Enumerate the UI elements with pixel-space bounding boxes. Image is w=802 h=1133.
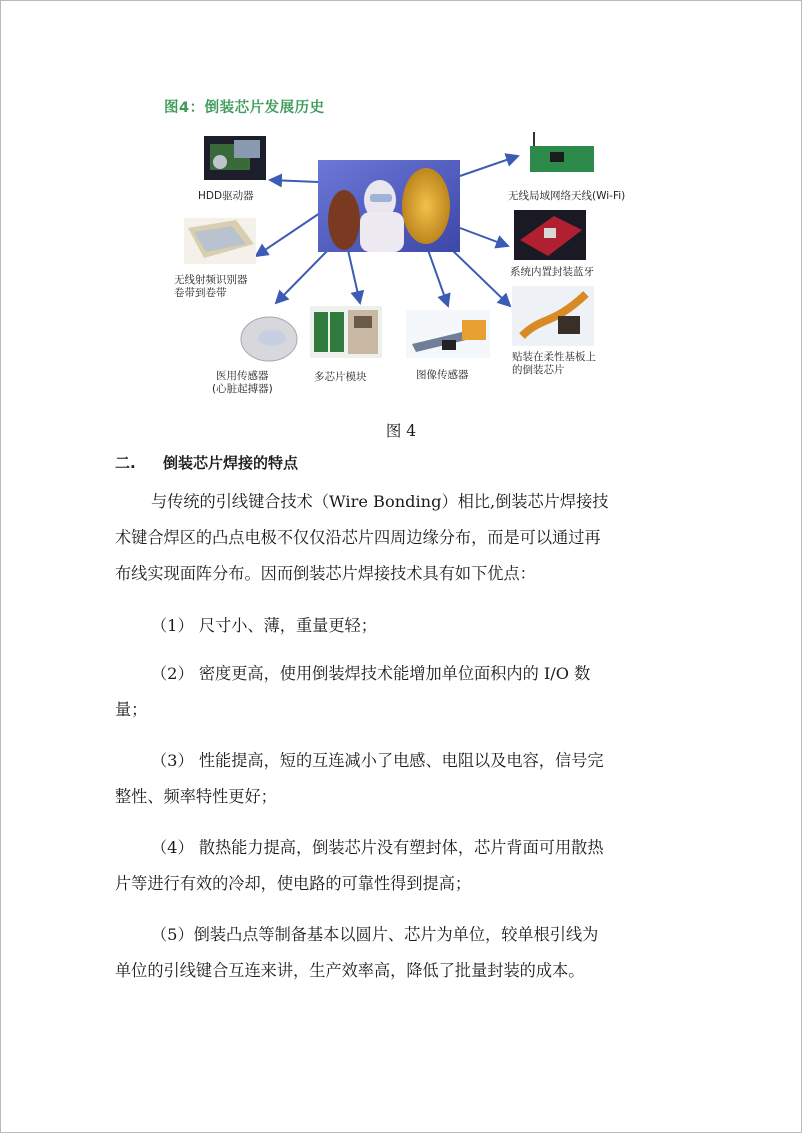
label-bluetooth: 系统内置封装蓝牙 (510, 266, 594, 278)
label-flex-1: 贴装在柔性基板上 (512, 351, 596, 363)
item-5-line-1: （5）倒装凸点等制备基本以圆片、芯片为单位，较单根引线为 (151, 925, 599, 944)
section-title: 倒装芯片焊接的特点 (163, 454, 299, 472)
label-image-sensor: 图像传感器 (416, 369, 469, 381)
cleanroom-wafer-image (318, 160, 460, 252)
label-hdd: HDD驱动器 (198, 190, 254, 202)
pacemaker-image (238, 314, 300, 364)
list-item-2 (115, 656, 687, 728)
bluetooth-sip-image (514, 210, 586, 260)
list-item-3 (115, 743, 687, 815)
item-2-line-1: （2） 密度更高，使用倒装焊技术能增加单位面积内的 I/O 数 (151, 664, 591, 683)
intro-line-3: 布线实现面阵分布。因而倒装芯片焊接技术具有如下优点： (115, 564, 536, 583)
intro-paragraph (115, 484, 687, 592)
label-wifi: 无线局域网络天线(Wi-Fi) (508, 190, 626, 202)
arrow-to-flex (450, 248, 510, 306)
item-3-line-1: （3） 性能提高，短的互连减小了电感、电阻以及电容，信号完 (151, 751, 604, 770)
wifi-antenna-image (520, 128, 600, 180)
figure-title: 图4：倒装芯片发展历史 (164, 100, 325, 116)
arrow-to-image-sensor (428, 250, 448, 306)
label-rfid-1: 无线射频识别器 (174, 274, 248, 286)
flex-substrate-image (512, 286, 594, 346)
arrow-to-medical (276, 246, 332, 303)
multichip-module-image (310, 306, 382, 358)
figure-flip-chip-history (160, 88, 630, 404)
list-item-1 (115, 608, 687, 644)
label-medical-1: 医用传感器 (216, 370, 269, 382)
list-item-4 (115, 830, 687, 902)
label-rfid-2: 卷带到卷带 (174, 287, 227, 299)
rfid-reel-image (184, 218, 256, 264)
intro-line-1: 与传统的引线键合技术（Wire Bonding）相比,倒装芯片焊接技 (151, 492, 609, 511)
arrow-to-rfid (256, 213, 320, 256)
arrow-to-wifi (460, 156, 518, 176)
section-heading (115, 452, 298, 473)
intro-line-2: 术键合焊区的凸点电极不仅仅沿芯片四周边缘分布，而是可以通过再 (115, 528, 601, 547)
hdd-image (204, 136, 266, 180)
item-4-line-1: （4） 散热能力提高，倒装芯片没有塑封体，芯片背面可用散热 (151, 838, 604, 857)
figure-caption: 图 4 (385, 422, 417, 440)
image-sensor-image (406, 310, 490, 358)
item-3-line-2: 整性、频率特性更好； (115, 787, 277, 806)
item-2-line-2: 量； (115, 700, 148, 719)
list-item-5 (115, 917, 687, 989)
arrow-to-multichip (348, 250, 360, 303)
item-4-line-2: 片等进行有效的冷却，使电路的可靠性得到提高； (115, 874, 472, 893)
arrow-to-hdd (270, 180, 318, 182)
label-multichip: 多芯片模块 (314, 371, 367, 383)
label-flex-2: 的倒装芯片 (512, 364, 565, 376)
arrow-to-bluetooth (460, 228, 508, 246)
item-1-line-1: （1） 尺寸小、薄，重量更轻； (151, 616, 377, 635)
label-medical-2: (心脏起搏器) (212, 383, 273, 395)
section-number: 二. (115, 454, 136, 472)
item-5-line-2: 单位的引线键合互连来讲，生产效率高，降低了批量封装的成本。 (115, 961, 585, 980)
